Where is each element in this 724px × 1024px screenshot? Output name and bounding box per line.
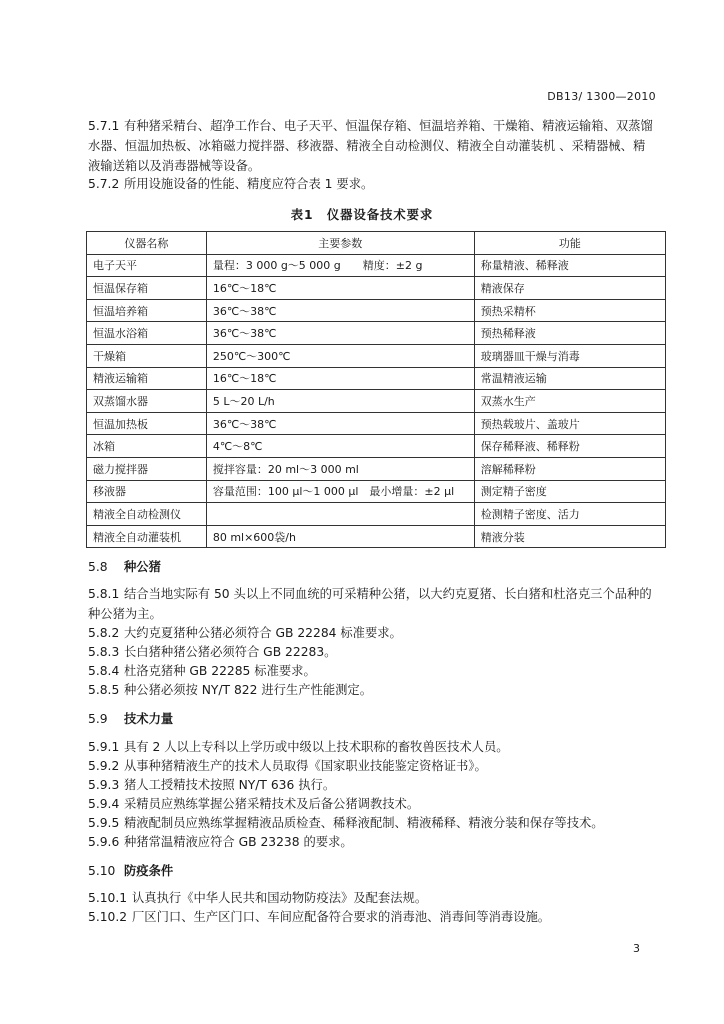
cell-function: 预热稀释液 [474, 322, 665, 345]
clause-text: 具有 2 人以上专科以上学历或中级以上技术职称的畜牧兽医技术人员。 [124, 740, 509, 754]
cell-name: 磁力搅拌器 [87, 457, 207, 480]
table-row [87, 299, 666, 322]
cell-function: 检测精子密度、活力 [474, 503, 665, 526]
clause-text: 种猪常温精液应符合 GB 23238 的要求。 [124, 835, 353, 849]
table-row [87, 390, 666, 413]
table-row [87, 344, 666, 367]
cell-function: 预热采精杯 [474, 299, 665, 322]
clause-5-8-3 [88, 642, 656, 662]
cell-name: 移液器 [87, 480, 207, 503]
cell-function: 保存稀释液、稀释粉 [474, 435, 665, 458]
clause-number: 5.9.5 [88, 816, 120, 830]
clause-number: 5.9.2 [88, 759, 120, 773]
clause-5-9-4 [88, 794, 656, 814]
clause-text: 从事种猪精液生产的技术人员取得《国家职业技能鉴定资格证书》。 [124, 759, 487, 773]
cell-params: 36℃～38℃ [206, 322, 474, 345]
column-header: 功能 [474, 232, 665, 255]
clause-5-9-2 [88, 756, 656, 776]
cell-function: 精液分装 [474, 525, 665, 548]
clause-text: 长白猪种猪公猪必须符合 GB 22283。 [124, 645, 337, 659]
clause-number: 5.8.3 [88, 645, 120, 659]
clause-number: 5.8.2 [88, 626, 120, 640]
table-row [87, 480, 666, 503]
cell-name: 恒温培养箱 [87, 299, 207, 322]
cell-function: 双蒸水生产 [474, 390, 665, 413]
clause-5-10-1 [88, 888, 656, 908]
clause-number: 5.9.3 [88, 778, 120, 792]
clause-number: 5.8.1 [88, 587, 120, 601]
cell-name: 恒温加热板 [87, 412, 207, 435]
cell-params: 36℃～38℃ [206, 412, 474, 435]
cell-name: 冰箱 [87, 435, 207, 458]
clause-number: 5.9.4 [88, 797, 120, 811]
table-caption: 表1 仪器设备技术要求 [290, 208, 434, 222]
clause-number: 5.8.5 [88, 683, 120, 697]
clause-5-8-2 [88, 623, 656, 643]
clause-number: 5.7.1 [88, 119, 120, 133]
cell-params: 16℃～18℃ [206, 367, 474, 390]
clause-5-7-2 [88, 174, 656, 194]
section-heading-5-9 [88, 709, 173, 727]
clause-5-9-5 [88, 813, 656, 833]
clause-text: 杜洛克猪种 GB 22285 标准要求。 [124, 664, 316, 678]
table-row [87, 457, 666, 480]
clause-text: 结合当地实际有 50 头以上不同血统的可采精种公猪，以大约克夏猪、长白猪和杜洛克三个品种的种公猪为主。 [88, 587, 652, 621]
section-heading-5-10 [88, 861, 173, 879]
cell-name: 精液全自动灌装机 [87, 525, 207, 548]
clause-5-10-2 [88, 907, 656, 927]
cell-name: 恒温水浴箱 [87, 322, 207, 345]
cell-name: 精液全自动检测仪 [87, 503, 207, 526]
section-heading-5-8 [88, 557, 161, 575]
clause-text: 种公猪必须按 NY/T 822 进行生产性能测定。 [124, 683, 373, 697]
clause-text: 所用设施设备的性能、精度应符合表 1 要求。 [124, 177, 374, 191]
cell-function: 溶解稀释粉 [474, 457, 665, 480]
clause-number: 5.10.2 [88, 910, 128, 924]
clause-5-8-1 [88, 584, 656, 624]
section-title: 技术力量 [124, 712, 174, 726]
clause-number: 5.7.2 [88, 177, 120, 191]
cell-function: 精液保存 [474, 277, 665, 300]
column-header: 主要参数 [206, 232, 474, 255]
table-row [87, 503, 666, 526]
cell-params [206, 503, 474, 526]
clause-number: 5.9.1 [88, 740, 120, 754]
clause-5-8-4 [88, 661, 656, 681]
table-row [87, 254, 666, 277]
clause-text: 精液配制员应熟练掌握精液品质检查、稀释液配制、精液稀释、精液分装和保存等技术。 [124, 816, 604, 830]
table-row [87, 367, 666, 390]
cell-params: 36℃～38℃ [206, 299, 474, 322]
section-title: 种公猪 [124, 560, 161, 574]
section-number: 5.8 [88, 560, 108, 574]
cell-params: 量程：3 000 g～5 000 g 精度：±2 g [206, 254, 474, 277]
cell-name: 双蒸馏水器 [87, 390, 207, 413]
table-row [87, 322, 666, 345]
column-header: 仪器名称 [87, 232, 207, 255]
cell-params: 4℃～8℃ [206, 435, 474, 458]
cell-params: 容量范围：100 μl～1 000 μl 最小增量：±2 μl [206, 480, 474, 503]
cell-name: 干燥箱 [87, 344, 207, 367]
clause-text: 采精员应熟练掌握公猪采精技术及后备公猪调教技术。 [124, 797, 420, 811]
cell-function: 称量精液、稀释液 [474, 254, 665, 277]
clause-text: 厂区门口、生产区门口、车间应配备符合要求的消毒池、消毒间等消毒设施。 [132, 910, 551, 924]
cell-name: 精液运输箱 [87, 367, 207, 390]
clause-5-9-1 [88, 737, 656, 757]
cell-function: 预热载玻片、盖玻片 [474, 412, 665, 435]
table-row [87, 435, 666, 458]
clause-text: 大约克夏猪种公猪必须符合 GB 22284 标准要求。 [124, 626, 402, 640]
clause-number: 5.10.1 [88, 891, 128, 905]
clause-text: 认真执行《中华人民共和国动物防疫法》及配套法规。 [132, 891, 428, 905]
table-row [87, 525, 666, 548]
clause-5-8-5 [88, 680, 656, 700]
table-header-row [87, 232, 666, 255]
cell-params: 搅拌容量：20 ml～3 000 ml [206, 457, 474, 480]
cell-name: 恒温保存箱 [87, 277, 207, 300]
clause-number: 5.8.4 [88, 664, 120, 678]
cell-params: 250℃～300℃ [206, 344, 474, 367]
clause-5-9-6 [88, 832, 656, 852]
standard-code: DB13/ 1300—2010 [547, 90, 656, 103]
clause-text: 猪人工授精技术按照 NY/T 636 执行。 [124, 778, 336, 792]
cell-params: 5 L～20 L/h [206, 390, 474, 413]
clause-5-7-1 [88, 116, 656, 176]
section-number: 5.9 [88, 712, 108, 726]
page-number: 3 [633, 942, 640, 955]
clause-text: 有种猪采精台、超净工作台、电子天平、恒温保存箱、恒温培养箱、干燥箱、精液运输箱、双蒸馏水器、恒温加热板、冰箱磁力搅拌器、移液器、精液全自动检测仪、精液全自动灌装机 、采精器械、精液输送箱以及消毒器械等设备。 [88, 119, 653, 173]
section-title: 防疫条件 [124, 864, 174, 878]
table-row [87, 277, 666, 300]
cell-function: 测定精子密度 [474, 480, 665, 503]
table-row [87, 412, 666, 435]
cell-function: 玻璃器皿干燥与消毒 [474, 344, 665, 367]
equipment-table [86, 231, 666, 548]
section-number: 5.10 [88, 864, 116, 878]
clause-5-9-3 [88, 775, 656, 795]
cell-name: 电子天平 [87, 254, 207, 277]
clause-number: 5.9.6 [88, 835, 120, 849]
cell-function: 常温精液运输 [474, 367, 665, 390]
cell-params: 80 ml×600袋/h [206, 525, 474, 548]
cell-params: 16℃～18℃ [206, 277, 474, 300]
